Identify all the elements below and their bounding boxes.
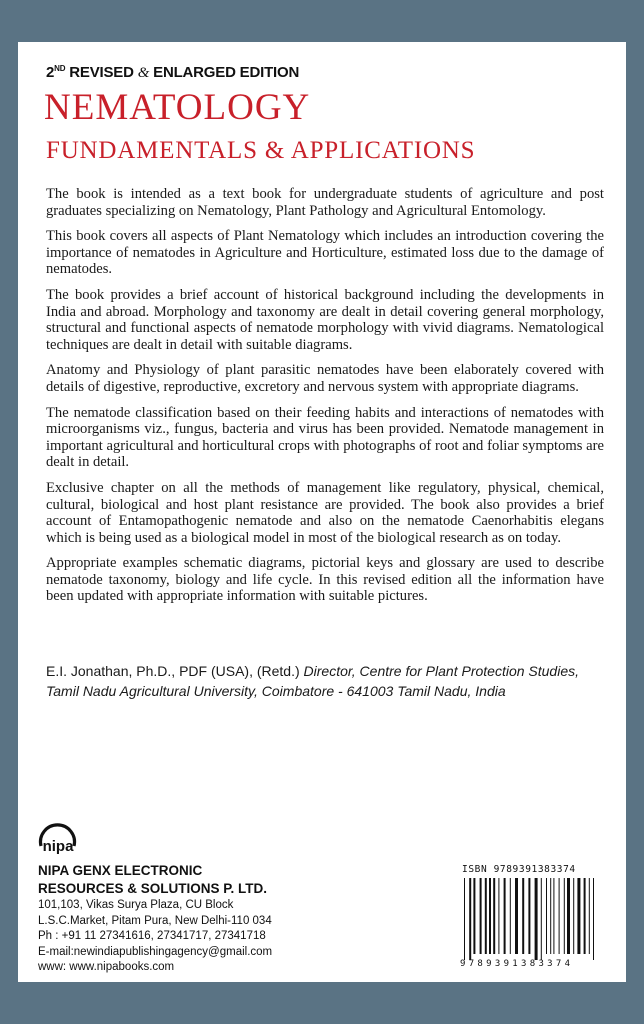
author-info — [46, 662, 606, 701]
blurb-paragraph: Anatomy and Physiology of plant parasitic nematodes have been elaborately covered with details of digestive, reproductive, excretory and nervous system with appropriate diagrams. — [46, 362, 604, 395]
publisher-address-line1: 101,103, Vikas Surya Plaza, CU Block — [38, 899, 234, 911]
book-subtitle: FUNDAMENTALS & APPLICATIONS — [46, 137, 476, 164]
blurb-paragraph: This book covers all aspects of Plant Nematology which includes an introduction covering the importance of nematodes in Agriculture and Horticulture, estimated loss due to the damage of nematodes. — [46, 228, 604, 278]
barcode-bar — [469, 878, 471, 960]
publisher-info — [38, 862, 358, 976]
barcode-bar — [541, 878, 542, 960]
edition-label — [46, 64, 299, 82]
barcode-bar — [522, 878, 524, 954]
publisher-logo — [36, 820, 80, 860]
barcode-bar — [493, 878, 495, 954]
barcode-bars — [458, 878, 634, 960]
publisher-phone: Ph : +91 11 27341616, 27341717, 27341718 — [38, 930, 266, 943]
publisher-website: www: www.nipabooks.com — [38, 961, 175, 974]
barcode-bar — [546, 878, 547, 954]
barcode-bar — [559, 878, 560, 954]
barcode — [458, 864, 634, 972]
barcode-bar — [480, 878, 482, 954]
barcode-bar — [473, 878, 475, 954]
edition-text-enlarged: ENLARGED EDITION — [149, 64, 300, 81]
isbn-label: ISBN 9789391383374 — [462, 864, 576, 875]
logo-wordmark: nipa — [42, 838, 74, 855]
barcode-bar — [573, 878, 574, 954]
publisher-name-line2: RESOURCES & SOLUTIONS P. LTD. — [38, 881, 268, 896]
barcode-bar — [564, 878, 565, 954]
barcode-bar — [464, 878, 465, 960]
barcode-bar — [510, 878, 511, 954]
blurb-paragraph: The book provides a brief account of historical background including the developments in India and abroad. Morphology and taxonomy are dealt in detail covering general morphology, structural and functional aspects of nematode morphology with vivid diagrams. Nematological techniques are dealt in detail with suitable diagrams. — [46, 286, 604, 353]
barcode-bar — [567, 878, 570, 954]
barcode-bar — [528, 878, 530, 954]
edition-text-revised: REVISED — [65, 64, 138, 81]
barcode-bar — [498, 878, 499, 954]
barcode-bar — [535, 878, 538, 960]
barcode-bar — [577, 878, 580, 954]
blurb-paragraph: The nematode classification based on their feeding habits and interactions of nematodes with microorganisms viz., fungus, bacteria and virus has been provided. Nematode management in important agricultural and horticultural crops with photographs of root and foliar symptoms are dealt in detail. — [46, 404, 604, 471]
barcode-bar — [515, 878, 518, 954]
publisher-address-line2: L.S.C.Market, Pitam Pura, New Delhi-110 034 — [38, 914, 272, 927]
edition-ampersand: & — [137, 65, 150, 81]
barcode-bar — [553, 878, 554, 954]
blurb — [46, 186, 604, 614]
barcode-bar — [593, 878, 594, 960]
book-title: NEMATOLOGY — [44, 87, 311, 128]
blurb-paragraph: Exclusive chapter on all the methods of management like regulatory, physical, chemical, cultural, biological and host plant resistance are provided. The book also provides a brief account of Entamopathogenic nematode and also on the nematode Caenorhabitis elegans which is being used as a biological model in most of the biological research as on today. — [46, 479, 604, 546]
barcode-bar — [489, 878, 491, 954]
barcode-bar — [584, 878, 586, 954]
blurb-paragraph: Appropriate examples schematic diagrams, pictorial keys and glossary are used to describe nematode taxonomy, biology and life cycle. In this revised edition all the information have been updated with appropriate information with suitable pictures. — [46, 555, 604, 605]
barcode-bar — [589, 878, 590, 954]
barcode-bar — [485, 878, 487, 954]
barcode-bar — [504, 878, 506, 954]
barcode-bar — [550, 878, 551, 954]
publisher-name-line1: NIPA GENX ELECTRONIC — [38, 863, 203, 878]
author-role: Director, Centre for Plant Protection Studies, Tamil Nadu Agricultural University, Coimbatore - 641003 Tamil Nadu, India — [46, 663, 579, 699]
edition-ordinal-suffix: ND — [54, 64, 66, 73]
edition-ordinal: 2 — [46, 64, 55, 81]
ean-digits: 9789391383374 — [460, 959, 574, 969]
publisher-email: E-mail:newindiapublishingagency@gmail.com — [38, 945, 273, 958]
back-cover — [18, 42, 626, 982]
blurb-paragraph: The book is intended as a text book for undergraduate students of agriculture and post graduates specializing on Nematology, Plant Pathology and Agricultural Entomology. — [46, 186, 604, 219]
author-name: E.I. Jonathan, Ph.D., PDF (USA), (Retd.) — [46, 663, 300, 679]
